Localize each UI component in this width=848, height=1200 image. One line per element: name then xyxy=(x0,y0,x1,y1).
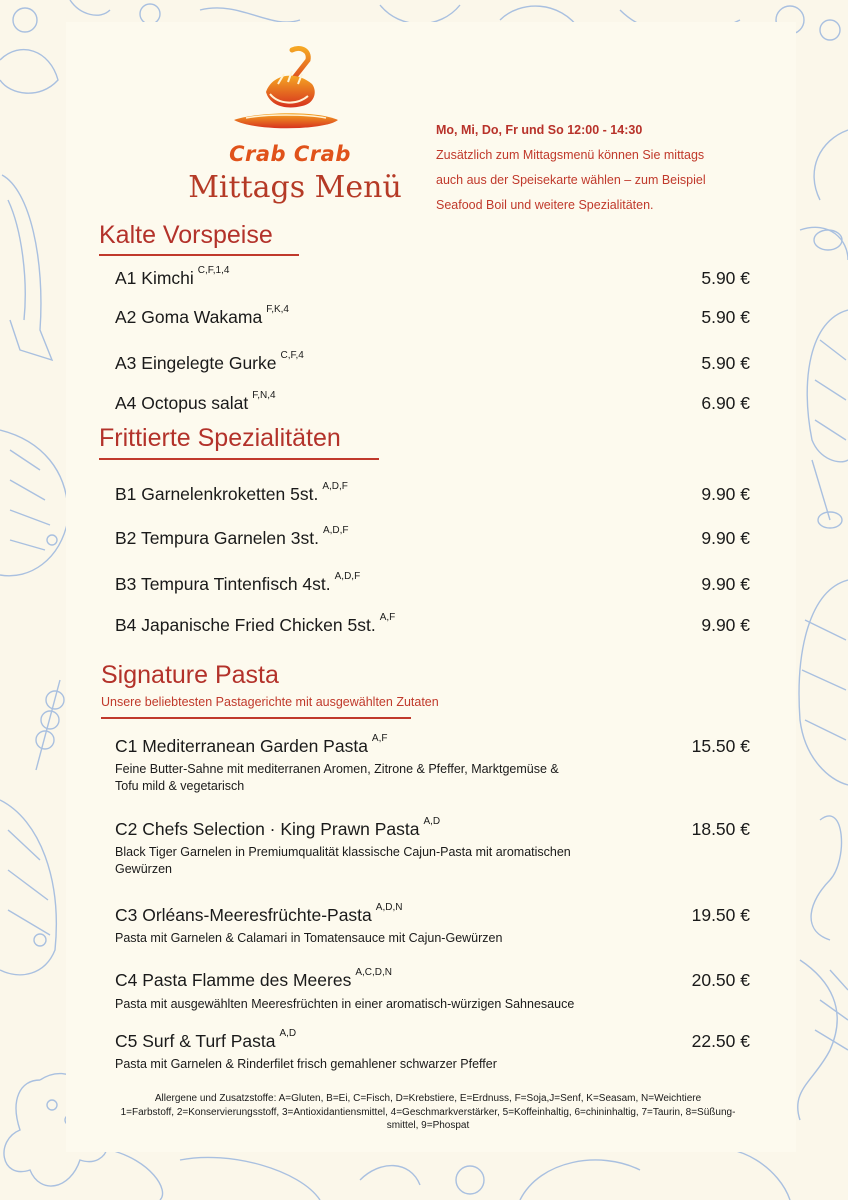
section-underline xyxy=(99,254,299,256)
item-price: 5.90 € xyxy=(701,268,750,288)
allergen-legend-line: Allergene und Zusatzstoffe: A=Gluten, B=Ei, C=Fisch, D=Krebstiere, E=Erdnuss, F=Soja,J=Senf, K=Seasam, N=Weichtiere xyxy=(154,1093,702,1104)
item-price: 15.50 € xyxy=(691,736,750,756)
hours-note-line: auch aus der Speisekarte wählen – zum Beispiel xyxy=(436,173,706,187)
item-price: 6.90 € xyxy=(701,393,750,413)
description-line: Pasta mit Garnelen & Calamari in Tomatensauce mit Cajun-Gewürzen xyxy=(115,931,503,945)
item-price: 9.90 € xyxy=(701,615,750,635)
description-line: Tofu mild & vegetarisch xyxy=(115,779,245,793)
hours-note-line: Seafood Boil und weitere Spezialitäten. xyxy=(436,198,654,212)
menu-item xyxy=(115,390,750,414)
menu-item xyxy=(115,350,750,374)
hours-note-line: Zusätzlich zum Mittagsmenü können Sie mittags xyxy=(436,148,705,162)
menu-item xyxy=(115,902,750,926)
item-price: 5.90 € xyxy=(701,307,750,327)
menu-item xyxy=(115,967,750,991)
menu-item xyxy=(115,733,750,757)
item-name: B2 Tempura Garnelen 3st. xyxy=(115,528,319,548)
item-name: B3 Tempura Tintenfisch 4st. xyxy=(115,574,331,594)
item-allergens: A,F xyxy=(371,733,388,744)
allergen-legend xyxy=(78,1092,778,1133)
section-title-signature-pasta: Signature Pasta xyxy=(101,661,279,689)
opening-hours-note xyxy=(436,118,796,218)
item-description xyxy=(115,761,645,795)
item-name: C5 Surf & Turf Pasta xyxy=(115,1031,276,1051)
menu-subtitle: Mittags Menü xyxy=(188,170,402,205)
item-name: B4 Japanische Fried Chicken 5st. xyxy=(115,615,376,635)
item-allergens: A,F xyxy=(379,612,396,623)
item-allergens: A,D,F xyxy=(334,571,361,582)
item-name: C2 Chefs Selection · King Prawn Pasta xyxy=(115,819,420,839)
item-allergens: A,C,D,N xyxy=(355,967,393,978)
item-price: 9.90 € xyxy=(701,484,750,504)
additives-legend-line: smittel, 9=Phospat xyxy=(386,1120,470,1131)
menu-item xyxy=(115,481,750,505)
item-description xyxy=(115,996,645,1013)
crab-pot-logo xyxy=(226,44,346,140)
item-price: 9.90 € xyxy=(701,528,750,548)
item-description xyxy=(115,844,645,878)
description-line: Pasta mit Garnelen & Rinderfilet frisch gemahlener schwarzer Pfeffer xyxy=(115,1057,497,1071)
item-name: A4 Octopus salat xyxy=(115,393,249,413)
item-price: 19.50 € xyxy=(691,905,750,925)
item-name: C4 Pasta Flamme des Meeres xyxy=(115,970,352,990)
item-allergens: A,D,N xyxy=(375,902,403,913)
description-line: Gewürzen xyxy=(115,862,172,876)
item-name: C1 Mediterranean Garden Pasta xyxy=(115,736,368,756)
section-title-frittierte: Frittierte Spezialitäten xyxy=(99,424,341,452)
item-allergens: C,F,4 xyxy=(280,350,304,361)
section-subtitle: Unsere beliebtesten Pastagerichte mit ausgewählten Zutaten xyxy=(101,695,439,709)
item-price: 18.50 € xyxy=(691,819,750,839)
item-price: 20.50 € xyxy=(691,970,750,990)
description-line: Feine Butter-Sahne mit mediterranen Aromen, Zitrone & Pfeffer, Marktgemüse & xyxy=(115,762,559,776)
menu-item xyxy=(115,304,750,328)
item-allergens: A,D,F xyxy=(322,481,348,492)
item-price: 22.50 € xyxy=(691,1031,750,1051)
description-line: Black Tiger Garnelen in Premiumqualität klassische Cajun-Pasta mit aromatischen xyxy=(115,845,571,859)
item-allergens: A,D,F xyxy=(322,525,349,536)
opening-hours: Mo, Mi, Do, Fr und So 12:00 - 14:30 xyxy=(436,123,643,137)
brand-name: Crab Crab xyxy=(229,142,351,166)
item-allergens: F,K,4 xyxy=(266,304,289,315)
section-title-kalte-vorspeise: Kalte Vorspeise xyxy=(99,221,273,249)
item-name: B1 Garnelenkroketten 5st. xyxy=(115,484,319,504)
menu-item xyxy=(115,612,750,636)
menu-item xyxy=(115,525,750,549)
item-price: 5.90 € xyxy=(701,353,750,373)
item-name: A1 Kimchi xyxy=(115,268,194,288)
item-description xyxy=(115,930,645,947)
menu-item xyxy=(115,1028,750,1052)
menu-item xyxy=(115,816,750,840)
menu-item xyxy=(115,571,750,595)
section-underline xyxy=(99,458,379,460)
item-allergens: A,D xyxy=(279,1028,297,1039)
item-price: 9.90 € xyxy=(701,574,750,594)
item-name: A3 Eingelegte Gurke xyxy=(115,353,277,373)
additives-legend-line: 1=Farbstoff, 2=Konservierungsstoff, 3=Antioxidantiensmittel, 4=Geschmarkverstärker, 5=Koffeinhaltig, 6=chininhaltig, 7=Taurin, 8=Süßung- xyxy=(120,1106,736,1118)
item-allergens: F,N,4 xyxy=(252,390,276,401)
item-name: C3 Orléans-Meeresfrüchte-Pasta xyxy=(115,905,372,925)
menu-item xyxy=(115,265,750,289)
description-line: Pasta mit ausgewählten Meeresfrüchten in einer aromatisch-würzigen Sahnesauce xyxy=(115,997,575,1011)
section-underline xyxy=(101,717,411,719)
item-description xyxy=(115,1056,645,1073)
item-allergens: A,D xyxy=(423,816,441,827)
item-name: A2 Goma Wakama xyxy=(115,307,263,327)
item-allergens: C,F,1,4 xyxy=(197,265,230,276)
